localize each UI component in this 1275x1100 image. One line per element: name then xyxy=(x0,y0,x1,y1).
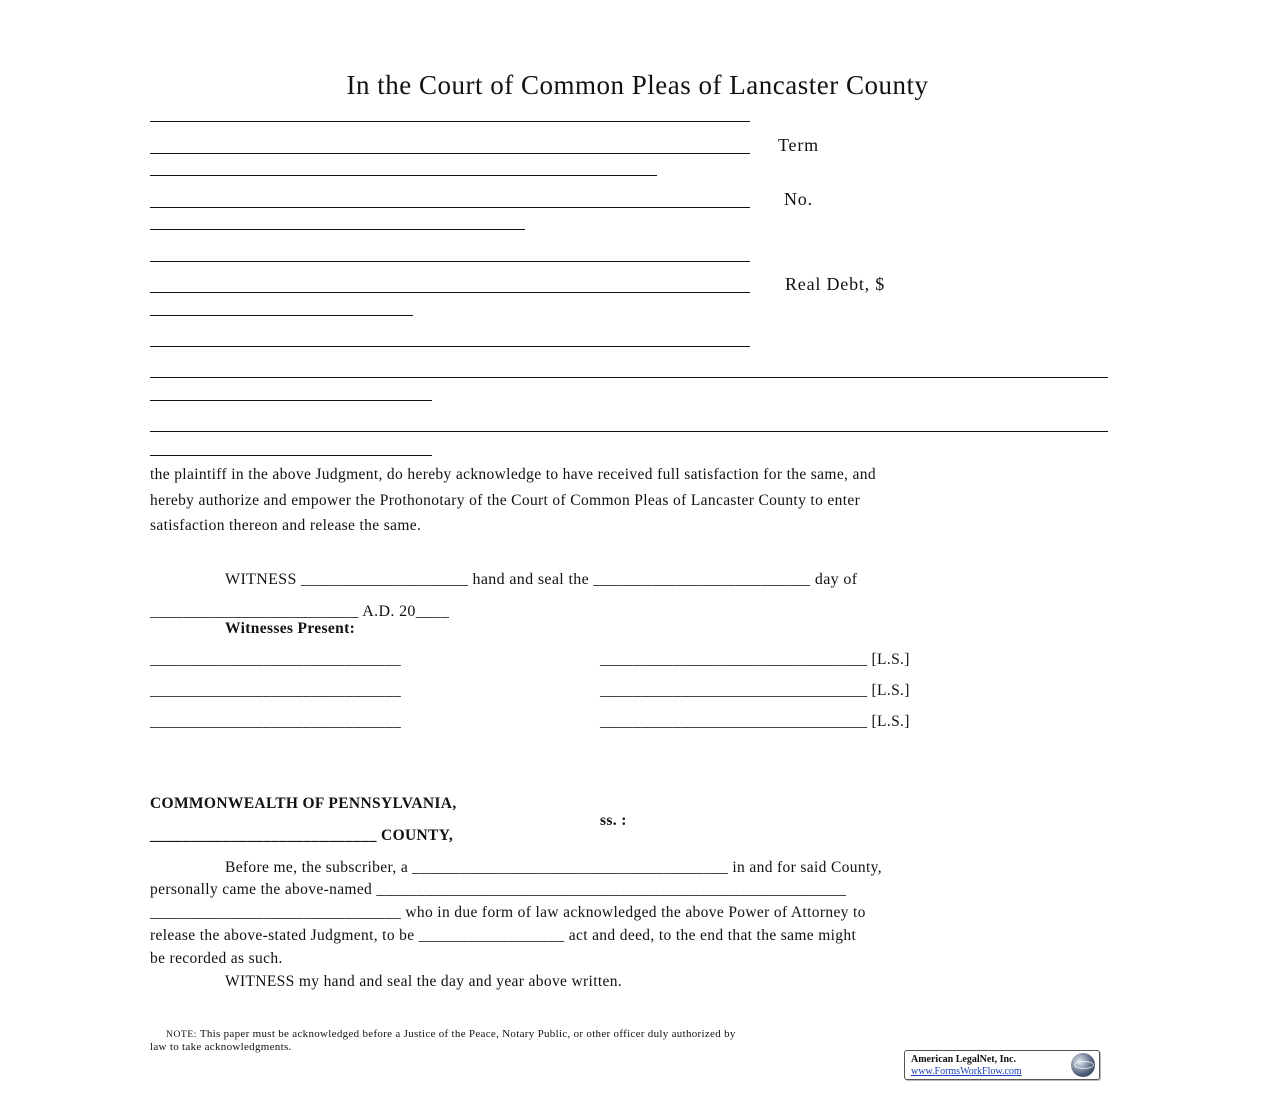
note-text: This paper must be acknowledged before a Justice of the Peace, Notary Public, or other officer duly authorized by xyxy=(199,1028,736,1040)
publisher-logo[interactable] xyxy=(904,1050,1100,1080)
footer-note xyxy=(150,1028,736,1053)
caption-line[interactable] xyxy=(150,121,750,122)
acknowledgment-line: hereby authorize and empower the Prothonotary of the Court of Common Pleas of Lancaster County to enter xyxy=(150,492,861,509)
caption-line[interactable] xyxy=(150,153,750,154)
caption-line[interactable] xyxy=(150,346,750,347)
caption-line[interactable] xyxy=(150,292,750,293)
venue-state: COMMONWEALTH OF PENNSYLVANIA, xyxy=(150,795,457,812)
note-label: NOTE: xyxy=(166,1030,197,1040)
witness-blank[interactable]: _______________________________ xyxy=(150,713,402,730)
caption-line[interactable] xyxy=(150,261,750,262)
notary-line[interactable]: _______________________________ who in due form of law acknowledged the above Power of Attorney to xyxy=(150,904,866,921)
notary-line[interactable]: release the above-stated Judgment, to be __________________ act and deed, to the end that the same might xyxy=(150,927,857,944)
notary-line: be recorded as such. xyxy=(150,950,283,967)
caption-line[interactable] xyxy=(150,455,432,456)
signature-line[interactable]: _________________________________ [L.S.] xyxy=(600,713,910,730)
caption-line-wide[interactable] xyxy=(150,377,1108,378)
notary-line[interactable]: personally came the above-named __________________________________________________________ xyxy=(150,881,847,898)
caption-line[interactable] xyxy=(150,229,525,230)
caption-line-wide[interactable] xyxy=(150,431,1108,432)
venue-county[interactable]: ____________________________ COUNTY, xyxy=(150,827,454,844)
real-debt-label: Real Debt, $ xyxy=(785,274,886,294)
signature-line[interactable]: _________________________________ [L.S.] xyxy=(600,682,910,699)
acknowledgment-line: satisfaction thereon and release the same. xyxy=(150,517,422,534)
witness-blank[interactable]: _______________________________ xyxy=(150,651,402,668)
acknowledgment-line: the plaintiff in the above Judgment, do hereby acknowledge to have received full satisfaction for the same, and xyxy=(150,466,876,483)
logo-name: American LegalNet, Inc. xyxy=(911,1054,1016,1065)
notary-line[interactable]: Before me, the subscriber, a _______________________________________ in and for said County, xyxy=(225,859,882,876)
logo-url-link[interactable]: www.FormsWorkFlow.com xyxy=(911,1066,1022,1077)
note-text-continued: law to take acknowledgments. xyxy=(150,1041,292,1053)
caption-line[interactable] xyxy=(150,315,413,316)
caption-line[interactable] xyxy=(150,400,432,401)
term-label: Term xyxy=(778,135,819,155)
witness-blank[interactable]: _______________________________ xyxy=(150,682,402,699)
globe-icon xyxy=(1071,1053,1095,1077)
notary-witness-line: WITNESS my hand and seal the day and year above written. xyxy=(225,973,623,990)
caption-line[interactable] xyxy=(150,175,657,176)
court-title: In the Court of Common Pleas of Lancaster County xyxy=(346,70,929,100)
venue-ss: ss. : xyxy=(600,812,627,829)
caption-line[interactable] xyxy=(150,207,750,208)
signature-line[interactable]: _________________________________ [L.S.] xyxy=(600,651,910,668)
number-label: No. xyxy=(784,189,813,209)
witness-line[interactable]: WITNESS ____________________ hand and seal the __________________________ day of xyxy=(225,571,858,588)
witness-date-line[interactable]: _________________________ A.D. 20____ xyxy=(150,603,450,620)
witnesses-present-label: Witnesses Present: xyxy=(225,620,356,637)
